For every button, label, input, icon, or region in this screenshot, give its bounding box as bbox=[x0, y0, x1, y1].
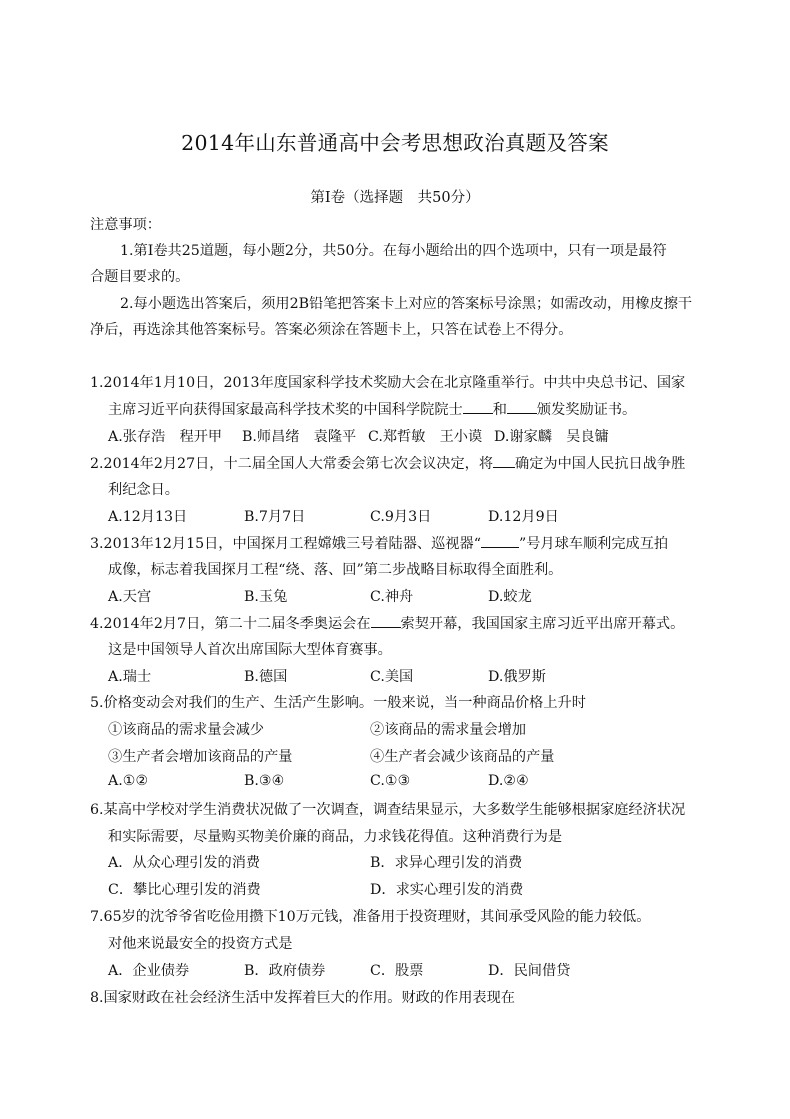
question-3-option-c: C.神舟 bbox=[370, 589, 414, 605]
question-2-option-d: D.12月9日 bbox=[488, 509, 559, 525]
notice-item-2-cont: 净后，再选涂其他答案标号。答案必须涂在答题卡上，只答在试卷上不得分。 bbox=[90, 322, 573, 338]
question-2-tail: 确定为中国人民抗日战争胜 bbox=[515, 456, 686, 472]
question-3-option-b: B.玉兔 bbox=[244, 589, 288, 605]
question-4-option-d: D.俄罗斯 bbox=[488, 669, 546, 685]
question-6-line-1: 6.某高中学校对学生消费状况做了一次调查，调查结果显示，大多数学生能够根据家庭经济状况 bbox=[90, 802, 686, 818]
question-2-option-a: A.12月13日 bbox=[108, 509, 188, 525]
notice-item-1-cont: 合题目要求的。 bbox=[90, 269, 190, 285]
question-6-line-2: 和实际需要，尽量购买物美价廉的商品，力求钱花得值。这种消费行为是 bbox=[108, 829, 563, 845]
question-1-tail: 颁发奖励证书。 bbox=[536, 402, 637, 418]
question-1-text: 主席习近平向获得国家最高科学技术奖的中国科学院院士 bbox=[108, 402, 463, 418]
question-6-option-a: A．从众心理引发的消费 bbox=[108, 855, 261, 871]
question-8-line-1: 8.国家财政在社会经济生活中发挥着巨大的作用。财政的作用表现在 bbox=[90, 990, 515, 1006]
question-5-statement-4: ④生产者会减少该商品的产量 bbox=[370, 749, 555, 765]
question-1-option-d: D.谢家麟 吴良镛 bbox=[494, 429, 609, 445]
question-5-option-a: A.①② bbox=[108, 773, 149, 789]
question-5-statement-3: ③生产者会增加该商品的产量 bbox=[108, 749, 293, 765]
question-3-option-a: A.天宫 bbox=[108, 589, 152, 605]
question-7-option-c: C．股票 bbox=[370, 963, 424, 979]
question-4-text: 4.2014年2月7日，第二十二届冬季奥运会在 bbox=[90, 616, 371, 632]
question-3-text: 3.2013年12月15日，中国探月工程嫦娥三号着陆器、巡视器“ bbox=[90, 536, 481, 552]
question-3-line-1 bbox=[90, 533, 668, 553]
question-4-option-c: C.美国 bbox=[370, 669, 414, 685]
question-6-option-c: C．攀比心理引发的消费 bbox=[108, 882, 261, 898]
question-3-option-d: D.蛟龙 bbox=[488, 589, 532, 605]
question-7-line-2: 对他来说最安全的投资方式是 bbox=[108, 936, 293, 952]
question-1-and: 和 bbox=[492, 402, 507, 418]
notice-item-1: 1.第Ⅰ卷共25道题，每小题2分，共50分。在每小题给出的四个选项中，只有一项是最符 bbox=[120, 243, 667, 259]
question-2-option-c: C.9月3日 bbox=[370, 509, 432, 525]
question-4-tail: 索契开幕，我国国家主席习近平出席开幕式。 bbox=[400, 616, 685, 632]
question-1-line-2 bbox=[108, 399, 636, 419]
question-4-line-1 bbox=[90, 613, 684, 633]
answer-blank bbox=[481, 533, 519, 548]
question-5-option-b: B.③④ bbox=[244, 773, 285, 789]
question-2-text: 2.2014年2月27日，十二届全国人大常委会第七次会议决定，将 bbox=[90, 456, 494, 472]
question-3-tail: ”号月球车顺利完成互拍 bbox=[518, 536, 669, 552]
question-7-option-a: A．企业债券 bbox=[108, 963, 190, 979]
question-1-line-1: 1.2014年1月10日，2013年度国家科学技术奖励大会在北京隆重举行。中共中央总书记、国家 bbox=[90, 375, 686, 391]
notice-heading: 注意事项： bbox=[90, 217, 161, 233]
answer-blank bbox=[493, 453, 515, 468]
answer-blank bbox=[463, 399, 493, 414]
question-5-statement-2: ②该商品的需求量会增加 bbox=[370, 722, 527, 738]
document-title: 2014年山东普通高中会考思想政治真题及答案 bbox=[181, 131, 609, 155]
question-7-line-1: 7.65岁的沈爷爷省吃俭用攒下10万元钱，准备用于投资理财，其间承受风险的能力较低。 bbox=[90, 909, 651, 925]
notice-item-2: 2.每小题选出答案后，须用2B铅笔把答案卡上对应的答案标号涂黑；如需改动，用橡皮擦干 bbox=[120, 296, 693, 312]
question-1-option-c: C.郑哲敏 王小谟 bbox=[368, 429, 483, 445]
question-6-option-d: D．求实心理引发的消费 bbox=[370, 882, 524, 898]
question-2-line-2: 利纪念日。 bbox=[108, 482, 179, 498]
answer-blank bbox=[371, 613, 401, 628]
question-4-line-2: 这是中国领导人首次出席国际大型体育赛事。 bbox=[108, 642, 392, 658]
question-2-line-1 bbox=[90, 453, 685, 473]
question-4-option-a: A.瑞士 bbox=[108, 669, 152, 685]
question-1-option-a: A.张存浩 程开甲 bbox=[108, 429, 223, 445]
question-2-option-b: B.7月7日 bbox=[244, 509, 306, 525]
question-7-option-d: D．民间借贷 bbox=[488, 963, 571, 979]
question-5-option-c: C.①③ bbox=[370, 773, 411, 789]
question-7-option-b: B．政府债券 bbox=[244, 963, 326, 979]
question-3-line-2: 成像，标志着我国探月工程“绕、落、回”第二步战略目标取得全面胜利。 bbox=[108, 562, 563, 578]
question-5-line-1: 5.价格变动会对我们的生产、生活产生影响。一般来说，当一种商品价格上升时 bbox=[90, 695, 586, 711]
question-5-option-d: D.②④ bbox=[488, 773, 529, 789]
question-1-option-b: B.师昌绪 袁隆平 bbox=[242, 429, 357, 445]
section-heading: 第Ⅰ卷（选择题 共50分） bbox=[310, 190, 480, 206]
question-6-option-b: B．求异心理引发的消费 bbox=[370, 855, 523, 871]
answer-blank bbox=[507, 399, 537, 414]
question-5-statement-1: ①该商品的需求量会减少 bbox=[108, 722, 265, 738]
question-4-option-b: B.德国 bbox=[244, 669, 288, 685]
